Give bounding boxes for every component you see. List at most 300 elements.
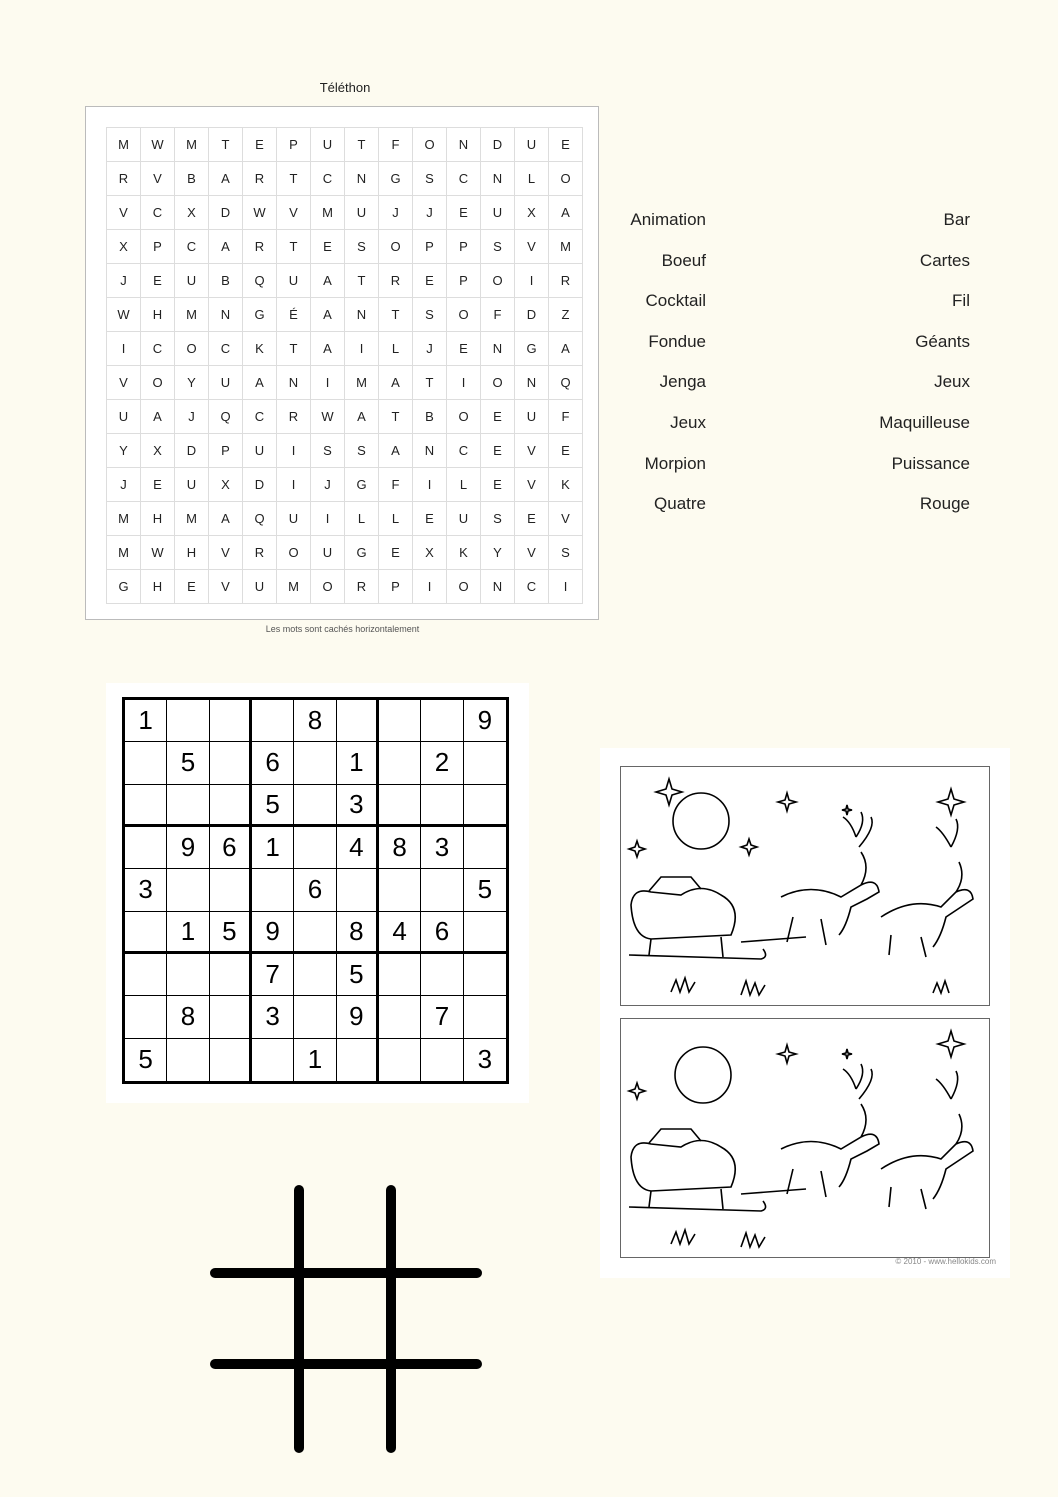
word-list-item: Bar [943, 210, 970, 229]
word-search-cell: V [515, 230, 549, 264]
word-search-cell: X [175, 196, 209, 230]
word-search-cell: I [277, 434, 311, 468]
word-search-cell: M [107, 502, 141, 536]
sudoku-cell [294, 996, 336, 1038]
word-search-cell: J [175, 400, 209, 434]
sudoku-cell [167, 700, 209, 742]
word-search-cell: U [243, 434, 277, 468]
word-search-cell: E [175, 570, 209, 604]
word-search-cell: W [311, 400, 345, 434]
word-search-title: Téléthon [319, 80, 371, 95]
star-icon [938, 1031, 964, 1057]
sudoku-cell: 9 [167, 827, 209, 869]
star-icon [741, 839, 757, 855]
word-search-cell: J [379, 196, 413, 230]
word-list-item: Jeux [934, 372, 970, 392]
word-search-cell: D [243, 468, 277, 502]
word-list-item: Fil [952, 291, 970, 311]
word-search-cell: B [413, 400, 447, 434]
sudoku-cell [167, 785, 209, 827]
word-search-cell: C [447, 162, 481, 196]
reindeer-icon [781, 852, 879, 945]
word-search-cell: L [447, 468, 481, 502]
word-search-cell: S [345, 230, 379, 264]
word-search-cell: I [413, 570, 447, 604]
word-search-cell: U [107, 400, 141, 434]
word-search-cell: R [107, 162, 141, 196]
sudoku-cell: 8 [167, 996, 209, 1038]
word-search-cell: A [379, 366, 413, 400]
word-search-cell: Y [107, 434, 141, 468]
word-search-cell: C [141, 196, 175, 230]
word-search-cell: M [345, 366, 379, 400]
word-search-cell: E [481, 468, 515, 502]
word-list-item: Puissance [891, 453, 970, 473]
sudoku-cell [125, 954, 167, 996]
word-search-cell: P [447, 230, 481, 264]
word-search-cell: U [345, 196, 379, 230]
sudoku-cell: 1 [125, 700, 167, 742]
word-search-cell: T [277, 230, 311, 264]
word-search-cell: H [141, 298, 175, 332]
word-search-cell: I [413, 468, 447, 502]
word-search-cell: S [311, 434, 345, 468]
word-search-cell: U [175, 264, 209, 298]
word-search-cell: M [277, 570, 311, 604]
sudoku-cell: 9 [252, 912, 294, 954]
word-search-cell: U [311, 536, 345, 570]
sudoku-cell [379, 869, 421, 911]
word-search-cell: P [447, 264, 481, 298]
word-search-cell: M [107, 536, 141, 570]
sudoku-cell: 8 [379, 827, 421, 869]
word-search-cell: S [413, 162, 447, 196]
word-search-cell: G [345, 536, 379, 570]
word-search-cell: O [481, 264, 515, 298]
word-search-cell: N [209, 298, 243, 332]
word-search-cell: R [243, 230, 277, 264]
word-search-cell: D [175, 434, 209, 468]
word-search-cell: X [413, 536, 447, 570]
sudoku-box [106, 683, 529, 1103]
sudoku-cell [464, 996, 506, 1038]
word-search-cell: G [515, 332, 549, 366]
word-search-cell: E [481, 400, 515, 434]
word-search-cell: É [277, 298, 311, 332]
sudoku-cell [294, 742, 336, 784]
sudoku-cell: 5 [464, 869, 506, 911]
word-search-cell: E [447, 332, 481, 366]
word-search-cell: A [311, 264, 345, 298]
word-search-cell: E [141, 468, 175, 502]
sleigh-icon [631, 889, 735, 940]
word-list-item: Jeux [670, 412, 706, 432]
word-search-cell: M [175, 298, 209, 332]
word-search-cell: T [379, 400, 413, 434]
word-search-cell: T [277, 332, 311, 366]
word-search-cell: A [141, 400, 175, 434]
sudoku-cell: 5 [125, 1039, 167, 1081]
sudoku-cell [210, 700, 252, 742]
sudoku-cell: 8 [337, 912, 379, 954]
word-search-cell: Q [209, 400, 243, 434]
star-icon [842, 805, 852, 815]
sudoku-cell [379, 1039, 421, 1081]
sudoku-cell [210, 742, 252, 784]
word-search-cell: P [209, 434, 243, 468]
sudoku-cell [210, 869, 252, 911]
star-icon [629, 1083, 645, 1099]
word-search-cell: E [413, 502, 447, 536]
reindeer-icon [781, 1104, 879, 1197]
sudoku-cell [125, 912, 167, 954]
word-search-cell: S [413, 298, 447, 332]
star-icon [842, 1049, 852, 1059]
word-search-cell: F [481, 298, 515, 332]
word-search-cell: D [481, 128, 515, 162]
word-list-item: Animation [630, 210, 706, 229]
sudoku-cell [294, 954, 336, 996]
word-search-cell: E [379, 536, 413, 570]
word-search-cell: X [107, 230, 141, 264]
word-search-cell: O [447, 400, 481, 434]
sudoku-cell [125, 785, 167, 827]
star-icon [938, 789, 964, 815]
sudoku-cell [421, 1039, 463, 1081]
word-search-cell: U [277, 264, 311, 298]
word-search-cell: N [277, 366, 311, 400]
word-search-cell: V [107, 196, 141, 230]
word-search-cell: U [311, 128, 345, 162]
word-search-cell: I [311, 502, 345, 536]
diff-panel-top [620, 766, 990, 1006]
word-search-cell: V [515, 434, 549, 468]
word-search-cell: P [141, 230, 175, 264]
word-search-cell: M [107, 128, 141, 162]
word-search-cell: K [243, 332, 277, 366]
sudoku-cell: 3 [337, 785, 379, 827]
sudoku-cell: 5 [337, 954, 379, 996]
sudoku-cell [421, 869, 463, 911]
word-search-cell: K [447, 536, 481, 570]
sudoku-cell [464, 827, 506, 869]
word-search-cell: L [379, 332, 413, 366]
word-search-cell: U [481, 196, 515, 230]
sudoku-cell: 3 [477, 1044, 493, 1075]
word-search-cell: A [311, 298, 345, 332]
word-search-cell: W [141, 536, 175, 570]
word-search-cell: R [549, 264, 583, 298]
word-search-cell: I [311, 366, 345, 400]
word-search-cell: D [515, 298, 549, 332]
word-search-cell: N [515, 366, 549, 400]
sudoku-cell [379, 785, 421, 827]
word-search-cell: S [481, 230, 515, 264]
sudoku-cell: 1 [252, 827, 294, 869]
word-search-cell: C [243, 400, 277, 434]
word-search-cell: W [243, 196, 277, 230]
word-search-cell: W [107, 298, 141, 332]
sudoku-cell [167, 1039, 209, 1081]
sudoku-cell: 3 [421, 827, 463, 869]
sudoku-cell [464, 785, 506, 827]
ttt-line-vertical-left [294, 1185, 304, 1453]
sudoku-cell: 1 [294, 1039, 336, 1081]
word-list-right [850, 208, 970, 533]
word-search-cell: G [107, 570, 141, 604]
word-search-cell: O [447, 570, 481, 604]
word-search-cell: S [345, 434, 379, 468]
ttt-line-horizontal-top [210, 1268, 482, 1278]
word-search-cell: V [107, 366, 141, 400]
sudoku-cell [379, 954, 421, 996]
sudoku-cell [337, 869, 379, 911]
word-search-cell: B [175, 162, 209, 196]
word-search-cell: V [277, 196, 311, 230]
sleigh-icon [631, 1141, 735, 1192]
reindeer-icon [881, 1114, 973, 1209]
word-search-cell: L [345, 502, 379, 536]
word-search-cell: C [141, 332, 175, 366]
word-search-cell: A [379, 434, 413, 468]
word-search-cell: C [311, 162, 345, 196]
word-search-cell: E [311, 230, 345, 264]
santa-sleigh-illustration [621, 767, 989, 1005]
word-search-cell: M [175, 128, 209, 162]
word-search-cell: Q [243, 264, 277, 298]
sudoku-cell: 6 [252, 742, 294, 784]
sudoku-cell [421, 954, 463, 996]
word-list-item: Cocktail [645, 291, 706, 311]
word-search-cell: J [311, 468, 345, 502]
sudoku-cell: 5 [252, 785, 294, 827]
word-search-cell: N [447, 128, 481, 162]
sudoku-cell: 1 [337, 742, 379, 784]
word-search-cell: A [209, 162, 243, 196]
word-search-cell: O [413, 128, 447, 162]
word-search-cell: I [515, 264, 549, 298]
reindeer-icon [881, 862, 973, 957]
ttt-line-vertical-right [386, 1185, 396, 1453]
word-list-left [620, 208, 706, 533]
word-search-cell: O [447, 298, 481, 332]
word-list-item: Morpion [644, 453, 706, 473]
tic-tac-toe-grid [210, 1185, 482, 1453]
word-search-cell: R [243, 162, 277, 196]
sudoku-cell: 7 [252, 954, 294, 996]
word-search-cell: F [379, 128, 413, 162]
word-search-grid [106, 127, 583, 604]
word-search-cell: G [243, 298, 277, 332]
word-search-cell: N [481, 162, 515, 196]
word-search-cell: M [311, 196, 345, 230]
word-search-cell: V [209, 570, 243, 604]
word-search-cell: T [345, 128, 379, 162]
sudoku-cell [464, 742, 506, 784]
star-icon [629, 841, 645, 857]
sudoku-cell [337, 1039, 379, 1081]
word-search-cell: N [345, 298, 379, 332]
word-search-cell: U [175, 468, 209, 502]
moon-icon [673, 793, 729, 849]
word-search-cell: O [549, 162, 583, 196]
star-icon [778, 793, 796, 811]
word-search-cell: A [209, 230, 243, 264]
word-search-cell: A [549, 196, 583, 230]
word-search-cell: U [447, 502, 481, 536]
word-search-cell: E [549, 434, 583, 468]
word-search-cell: E [481, 434, 515, 468]
word-search-cell: A [209, 502, 243, 536]
sudoku-cell [210, 996, 252, 1038]
word-search-cell: V [515, 536, 549, 570]
sudoku-cell: 8 [294, 700, 336, 742]
word-search-cell: E [515, 502, 549, 536]
word-search-cell: M [549, 230, 583, 264]
word-list-item: Géants [915, 331, 970, 351]
sudoku-cell: 2 [421, 742, 463, 784]
sudoku-grid [122, 697, 509, 1084]
santa-sleigh-illustration [621, 1019, 989, 1257]
ttt-line-horizontal-bottom [210, 1359, 482, 1369]
star-icon [778, 1045, 796, 1063]
sudoku-cell [210, 954, 252, 996]
word-search-cell: U [515, 128, 549, 162]
sudoku-cell: 7 [421, 996, 463, 1038]
sudoku-cell [167, 954, 209, 996]
word-search-cell: H [175, 536, 209, 570]
word-search-cell: O [175, 332, 209, 366]
word-search-cell: J [413, 196, 447, 230]
sudoku-cell: 6 [421, 912, 463, 954]
copyright-text: © 2010 - www.hellokids.com [895, 1257, 996, 1266]
sudoku-cell [294, 785, 336, 827]
word-search-cell: R [379, 264, 413, 298]
word-search-cell: A [311, 332, 345, 366]
sudoku-cell: 6 [294, 869, 336, 911]
sudoku-cell: 9 [337, 996, 379, 1038]
sudoku-cell [210, 785, 252, 827]
word-search-cell: E [549, 128, 583, 162]
word-search-cell: W [141, 128, 175, 162]
word-search-note: Les mots sont cachés horizontalement [265, 624, 420, 634]
word-search-cell: M [175, 502, 209, 536]
sudoku-cell [294, 827, 336, 869]
sudoku-cell: 6 [210, 827, 252, 869]
sudoku-cell: 3 [125, 869, 167, 911]
word-search-cell: Q [243, 502, 277, 536]
word-search-cell: H [141, 570, 175, 604]
word-search-cell: T [413, 366, 447, 400]
word-list-item: Jenga [659, 372, 706, 392]
word-search-cell: Z [549, 298, 583, 332]
word-search-cell: Q [549, 366, 583, 400]
word-search-cell: J [107, 264, 141, 298]
sudoku-cell [379, 996, 421, 1038]
word-search-cell: C [209, 332, 243, 366]
sudoku-cell [464, 954, 506, 996]
word-search-cell: B [209, 264, 243, 298]
word-search-cell: F [379, 468, 413, 502]
word-search-cell: C [515, 570, 549, 604]
word-search-cell: E [447, 196, 481, 230]
word-search-cell: C [175, 230, 209, 264]
word-search-cell: E [413, 264, 447, 298]
word-search-cell: S [481, 502, 515, 536]
sudoku-cell [421, 700, 463, 742]
word-search-cell: T [277, 162, 311, 196]
word-search-cell: V [209, 536, 243, 570]
word-search-cell: K [549, 468, 583, 502]
star-icon [656, 779, 682, 805]
word-search-cell: P [379, 570, 413, 604]
word-search-cell: N [481, 332, 515, 366]
sudoku-cell [167, 869, 209, 911]
word-search-cell: I [345, 332, 379, 366]
word-search-cell: U [277, 502, 311, 536]
word-search-cell: I [107, 332, 141, 366]
word-search-cell: P [277, 128, 311, 162]
sudoku-cell: 5 [210, 912, 252, 954]
sudoku-cell [210, 1039, 252, 1081]
word-search-cell: C [447, 434, 481, 468]
sudoku-cell [379, 742, 421, 784]
sudoku-cell: 5 [167, 742, 209, 784]
sudoku-cell [421, 785, 463, 827]
word-search-cell: Y [175, 366, 209, 400]
word-search-cell: L [515, 162, 549, 196]
sudoku-cell [125, 827, 167, 869]
word-search-cell: O [311, 570, 345, 604]
word-list-item: Cartes [919, 250, 970, 270]
word-search-cell: I [549, 570, 583, 604]
word-list-item: Rouge [919, 494, 970, 514]
word-search-cell: N [481, 570, 515, 604]
word-search-cell: S [549, 536, 583, 570]
word-search-cell: X [141, 434, 175, 468]
word-search-cell: V [549, 502, 583, 536]
word-search-cell: O [481, 366, 515, 400]
word-search-cell: R [345, 570, 379, 604]
word-search-cell: U [243, 570, 277, 604]
word-search-cell: T [379, 298, 413, 332]
sudoku-cell [125, 742, 167, 784]
word-search-cell: R [243, 536, 277, 570]
word-search-cell: A [345, 400, 379, 434]
word-search-cell: A [243, 366, 277, 400]
sudoku-cell [252, 869, 294, 911]
word-search-cell: E [141, 264, 175, 298]
word-search-cell: U [515, 400, 549, 434]
word-list-item: Fondue [648, 331, 706, 351]
word-search-cell: I [447, 366, 481, 400]
sudoku-cell: 4 [379, 912, 421, 954]
word-search-cell: V [515, 468, 549, 502]
word-search-cell: P [413, 230, 447, 264]
word-search-cell: O [277, 536, 311, 570]
word-search-cell: D [209, 196, 243, 230]
word-search-cell: T [209, 128, 243, 162]
word-search-cell: L [379, 502, 413, 536]
sudoku-cell [252, 700, 294, 742]
word-search-cell: E [243, 128, 277, 162]
word-list-item: Quatre [654, 494, 706, 514]
word-search-cell: U [209, 366, 243, 400]
word-search-cell: T [345, 264, 379, 298]
sudoku-cell [294, 912, 336, 954]
word-search-cell: O [141, 366, 175, 400]
word-search-cell: R [277, 400, 311, 434]
